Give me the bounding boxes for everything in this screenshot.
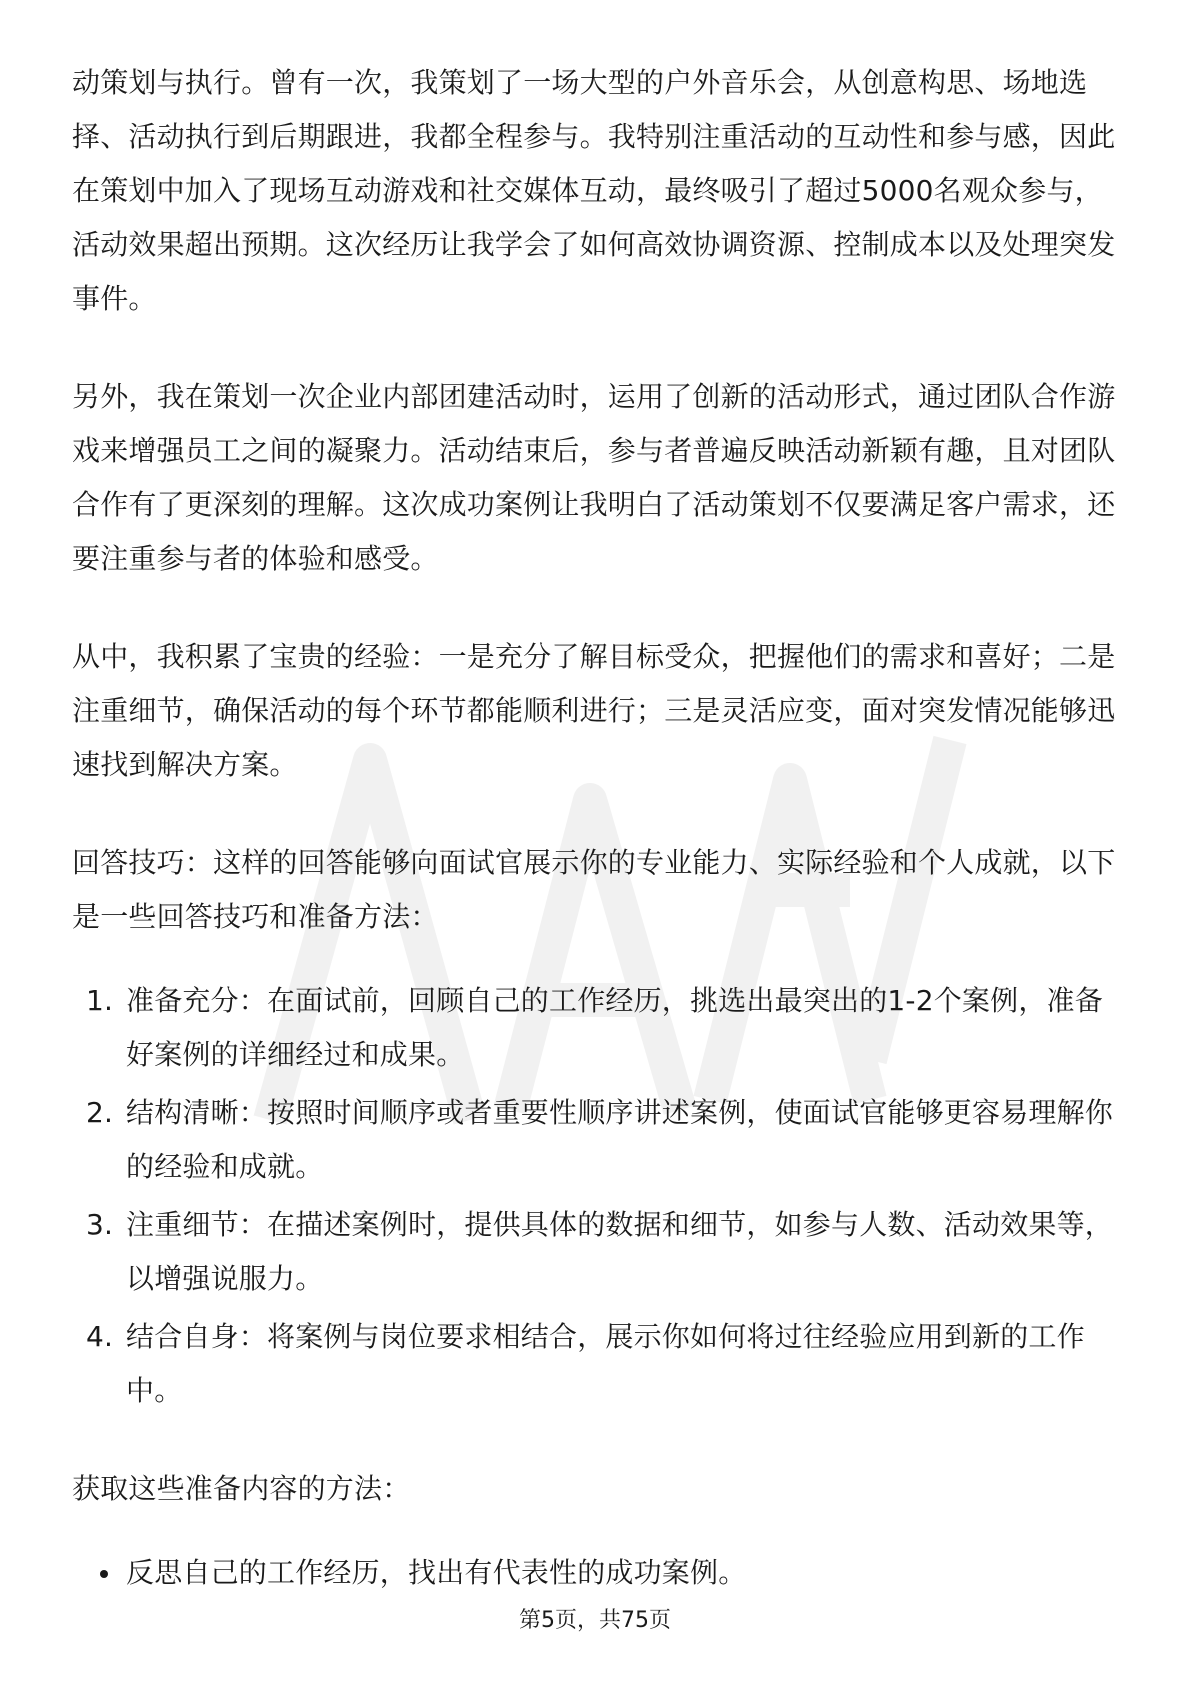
list-item-text: 注重细节：在描述案例时，提供具体的数据和细节，如参与人数、活动效果等，以增强说服力。 [126,1208,1114,1295]
list-item-text: 结合自身：将案例与岗位要求相结合，展示你如何将过往经验应用到新的工作中。 [126,1320,1085,1407]
list-number: 1. [86,984,114,1017]
paragraph-3: 从中，我积累了宝贵的经验：一是充分了解目标受众，把握他们的需求和喜好；二是注重细节，确保活动的每个环节都能顺利进行；三是灵活应变，面对突发情况能够迅速找到解决方案。 [72,640,1116,781]
list-item-text: 结构清晰：按照时间顺序或者重要性顺序讲述案例，使面试官能够更容易理解你的经验和成就。 [126,1096,1114,1183]
tips-list [72,974,1118,1418]
methods-heading: 获取这些准备内容的方法： [72,1472,411,1505]
list-item [72,1546,1118,1600]
document-body [72,56,1118,1600]
list-number: 3. [86,1208,114,1241]
page-footer: 第5页，共75页 [519,1608,671,1633]
list-number: 2. [86,1096,114,1129]
paragraph-answer-tips: 回答技巧：这样的回答能够向面试官展示你的专业能力、实际经验和个人成就，以下是一些回答技巧和准备方法： [72,846,1116,933]
methods-list [72,1546,1118,1600]
paragraph-1: 动策划与执行。曾有一次，我策划了一场大型的户外音乐会，从创意构思、场地选择、活动执行到后期跟进，我都全程参与。我特别注重活动的互动性和参与感，因此在策划中加入了现场互动游戏和社交媒体互动，最终吸引了超过5000名观众参与，活动效果超出预期。这次经历让我学会了如何高效协调资源、控制成本以及处理突发事件。 [72,66,1116,315]
list-item-text: 准备充分：在面试前，回顾自己的工作经历，挑选出最突出的1-2个案例，准备好案例的详细经过和成果。 [126,984,1103,1071]
paragraph-2: 另外，我在策划一次企业内部团建活动时，运用了创新的活动形式，通过团队合作游戏来增强员工之间的凝聚力。活动结束后，参与者普遍反映活动新颖有趣，且对团队合作有了更深刻的理解。这次成功案例让我明白了活动策划不仅要满足客户需求，还要注重参与者的体验和感受。 [72,380,1116,575]
list-number: 4. [86,1320,114,1353]
list-item [72,974,1118,1082]
list-item [72,1310,1118,1418]
list-item [72,1198,1118,1306]
list-item-text: 反思自己的工作经历，找出有代表性的成功案例。 [126,1556,747,1589]
list-item [72,1086,1118,1194]
bullet-icon [100,1570,108,1578]
